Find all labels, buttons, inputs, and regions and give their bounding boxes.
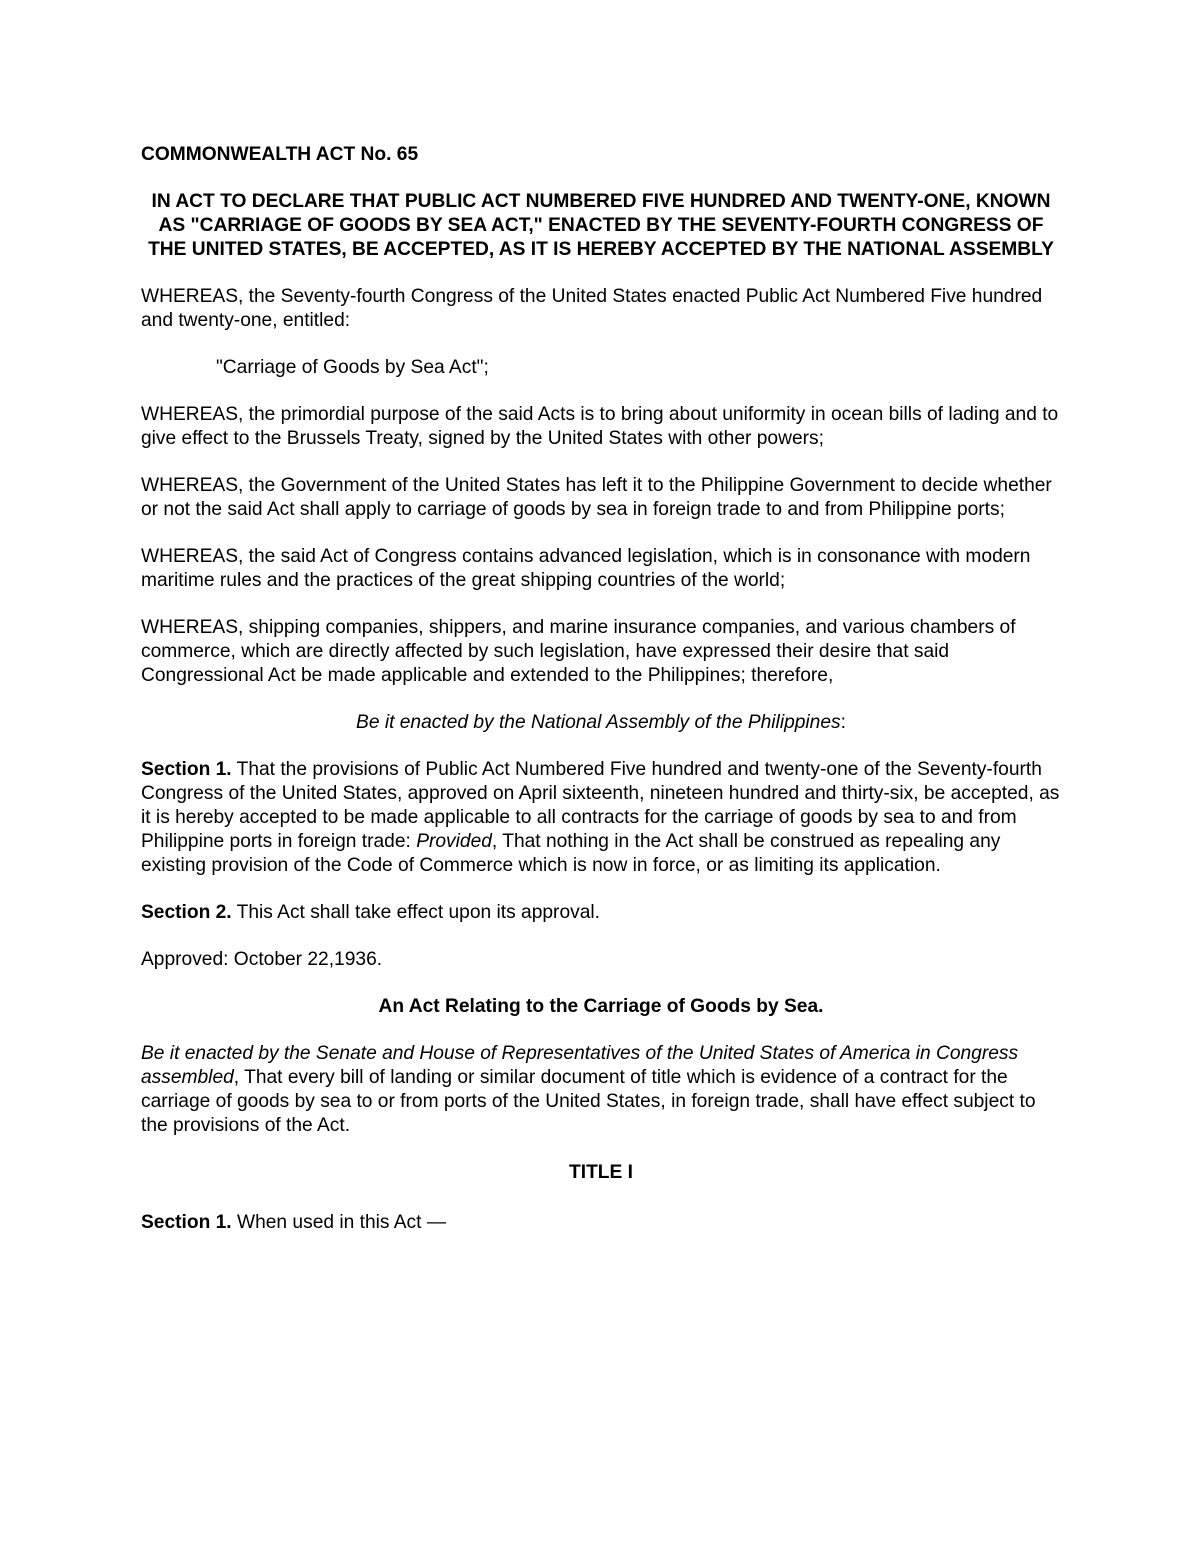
us-act-title: An Act Relating to the Carriage of Goods by Sea.: [378, 996, 824, 1017]
act-heading: IN ACT TO DECLARE THAT PUBLIC ACT NUMBERED FIVE HUNDRED AND TWENTY-ONE, KNOWN AS "CARRIAGE OF GOODS BY SEA ACT," ENACTED BY THE SEVENTY-FOURTH CONGRESS OF THE UNITED STATES, BE ACCEPTED, AS IT IS HEREBY ACCEPTED BY THE NATIONAL ASSEMBLY: [148, 191, 1054, 260]
us-enacting-italic: Be it enacted by the Senate and House of Representatives of the United States of America in Congress assembled: [141, 1043, 1019, 1088]
us-enacting-clause: [141, 1042, 1061, 1138]
section-1: [141, 758, 1061, 878]
whereas-clause-2: WHEREAS, the primordial purpose of the said Acts is to bring about uniformity in ocean bills of lading and to give effect to the Brussels Treaty, signed by the United States with other powers;: [141, 404, 1059, 449]
title-i-section-1: [141, 1211, 1061, 1235]
title-i-section-1-text: When used in this Act —: [231, 1212, 447, 1233]
document-body: [141, 143, 1061, 1258]
quoted-act-title: "Carriage of Goods by Sea Act";: [216, 357, 489, 378]
section-1-label: Section 1.: [141, 759, 232, 780]
enacting-clause: [141, 711, 1061, 735]
enacting-clause-text: Be it enacted by the National Assembly of the Philippines: [356, 712, 841, 733]
section-1-provided: Provided: [416, 831, 492, 852]
approval-date: Approved: October 22,1936.: [141, 949, 383, 970]
title-i-heading: TITLE I: [569, 1162, 633, 1183]
section-1-text-a: That the provisions of Public Act Numbered Five hundred and twenty-one of the Seventy-fourth Congress of the United States, approved on April sixteenth, nineteen hundred and thirty-six, be accepted, as it is hereby accepted to be made applicable to all contracts for the carriage of goods by sea to and from Philippine ports in foreign trade:: [141, 759, 1060, 852]
whereas-clause-1: WHEREAS, the Seventy-fourth Congress of the United States enacted Public Act Numbered Five hundred and twenty-one, entitled:: [141, 286, 1043, 331]
document-title: COMMONWEALTH ACT No. 65: [141, 144, 419, 165]
title-i-section-1-label: Section 1.: [141, 1212, 232, 1233]
whereas-clause-5: WHEREAS, shipping companies, shippers, and marine insurance companies, and various chambers of commerce, which are directly affected by such legislation, have expressed their desire that said Congressional Act be made applicable and extended to the Philippines; therefore,: [141, 617, 1016, 686]
whereas-clause-3: WHEREAS, the Government of the United States has left it to the Philippine Government to decide whether or not the said Act shall apply to carriage of goods by sea in foreign trade to and from Philippine ports;: [141, 475, 1052, 520]
enacting-clause-colon: :: [840, 712, 846, 733]
section-1-text-b: , That nothing in the Act shall be construed as repealing any existing provision of the Code of Commerce which is now in force, or as limiting its application.: [141, 831, 1001, 876]
section-2: [141, 901, 1061, 925]
section-2-text: This Act shall take effect upon its approval.: [231, 902, 600, 923]
section-2-label: Section 2.: [141, 902, 232, 923]
whereas-clause-4: WHEREAS, the said Act of Congress contains advanced legislation, which is in consonance with modern maritime rules and the practices of the great shipping countries of the world;: [141, 546, 1031, 591]
us-enacting-text: , That every bill of landing or similar document of title which is evidence of a contract for the carriage of goods by sea to or from ports of the United States, in foreign trade, shall have effect subject to the provisions of the Act.: [141, 1067, 1036, 1136]
